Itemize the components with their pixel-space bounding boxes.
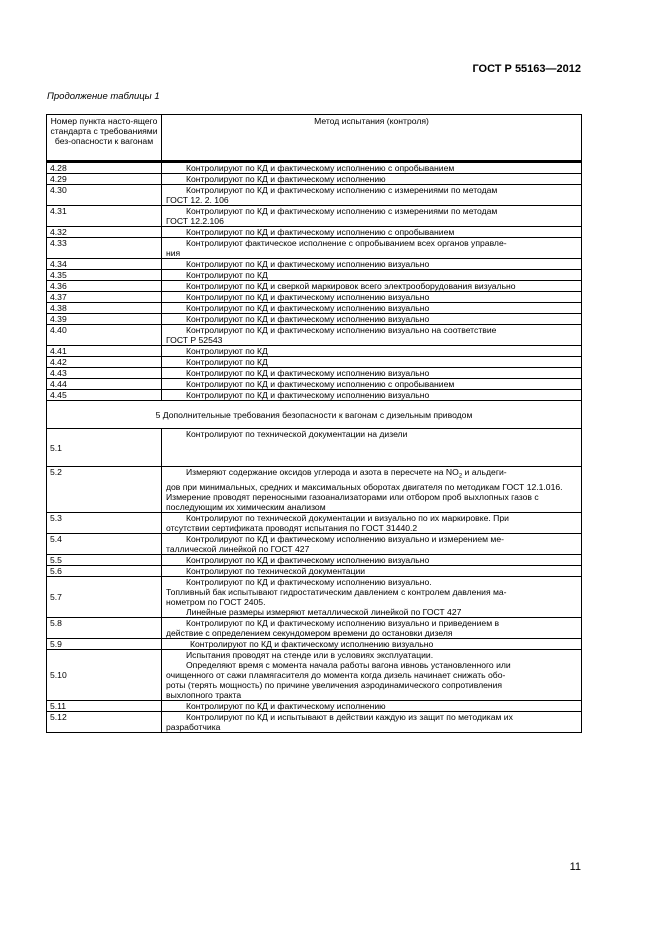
- clause-number: 5.5: [47, 554, 162, 565]
- table-row: [47, 227, 582, 238]
- section-title: 5 Дополнительные требования безопасности к вагонам с дизельным приводом: [47, 401, 582, 429]
- method-text: Измеряют содержание оксидов углерода и азота в пересчете на $NO_2$ и альдеги- дов при минимальных, средних и максимальных оборотах двигателя по методикам ГОСТ 12.1.016. Измерение проводят переносными газоанализаторами или отбором проб выхлопных газов с последующим их химическим анализом: [162, 467, 582, 513]
- method-text: Контролируют по КД и фактическому исполнению визуально: [162, 638, 582, 649]
- clause-number: 4.35: [47, 270, 162, 281]
- clause-number: 4.42: [47, 357, 162, 368]
- page-number: 11: [569, 861, 581, 873]
- table-row: [47, 314, 582, 325]
- section-row: [47, 401, 582, 429]
- table-row: [47, 565, 582, 576]
- clause-number: 4.39: [47, 314, 162, 325]
- clause-number: 5.12: [47, 711, 162, 732]
- table-row: [47, 533, 582, 554]
- method-text: Контролируют по КД и фактическому исполнению визуально и приведением в действие с определением секундомером времени до остановки дизеля: [162, 617, 582, 638]
- method-text: Контролируют по КД и фактическому исполнению визуально: [162, 554, 582, 565]
- method-text: Контролируют по КД и испытывают в действии каждую из защит по методикам их разработчика: [162, 711, 582, 732]
- method-text: Контролируют по КД: [162, 270, 582, 281]
- table-row: [47, 649, 582, 700]
- document-code: ГОСТ Р 55163—2012: [472, 63, 581, 75]
- table-row: [47, 379, 582, 390]
- clause-number: 4.44: [47, 379, 162, 390]
- table-row: [47, 162, 582, 174]
- method-text: Испытания проводят на стенде или в условиях эксплуатации. Определяют время с момента начала работы вагона ивновь установленного или очищенного от сажи пламягасителя до момента когда дизель начинает снижать обо- роты (терять мощность) по причине увеличения аэродинамического сопротивления выхлопного тракта: [162, 649, 582, 700]
- clause-number: 4.34: [47, 259, 162, 270]
- clause-number: 4.36: [47, 281, 162, 292]
- method-text: Контролируют по КД и сверкой маркировок всего электрооборудования визуально: [162, 281, 582, 292]
- method-text: Контролируют по КД и фактическому исполнению визуально: [162, 368, 582, 379]
- table-row: [47, 512, 582, 533]
- method-text: Контролируют по КД и фактическому исполнению: [162, 174, 582, 185]
- table-row: [47, 259, 582, 270]
- clause-number: 4.43: [47, 368, 162, 379]
- method-text: Контролируют по КД и фактическому исполнению визуально: [162, 314, 582, 325]
- method-text: Контролируют по КД и фактическому исполнению с опробыванием: [162, 379, 582, 390]
- table-row: [47, 711, 582, 732]
- table-row: [47, 368, 582, 379]
- table-row: [47, 292, 582, 303]
- clause-number: 4.40: [47, 325, 162, 346]
- method-text: Контролируют по КД и фактическому исполнению визуально. Топливный бак испытывают гидростатическим давлением с контролем давления ма- нометром по ГОСТ 2405. Линейные размеры измеряют металлической линейкой по ГОСТ 427: [162, 576, 582, 617]
- table-row: [47, 281, 582, 292]
- table-row: [47, 617, 582, 638]
- table-row: [47, 325, 582, 346]
- method-text: Контролируют по КД и фактическому исполнению: [162, 700, 582, 711]
- method-text: Контролируют по технической документации: [162, 565, 582, 576]
- clause-number: 4.30: [47, 185, 162, 206]
- table-row: [47, 390, 582, 401]
- clause-number: 5.6: [47, 565, 162, 576]
- method-text: Контролируют по КД: [162, 357, 582, 368]
- method-text: Контролируют по технической документации и визуально по их маркировке. При отсутствии сертификата проводят испытания по ГОСТ 31440.2: [162, 512, 582, 533]
- clause-number: 4.38: [47, 303, 162, 314]
- table-row: [47, 638, 582, 649]
- clause-number: 4.31: [47, 206, 162, 227]
- table-row: [47, 185, 582, 206]
- method-text: Контролируют по технической документации на дизели: [162, 429, 582, 467]
- table-row: [47, 303, 582, 314]
- method-text: Контролируют фактическое исполнение с опробыванием всех органов управле- ния: [162, 238, 582, 259]
- method-text: Контролируют по КД и фактическому исполнению визуально: [162, 390, 582, 401]
- method-text: Контролируют по КД и фактическому исполнению визуально на соответствие ГОСТ Р 52543: [162, 325, 582, 346]
- method-text: Контролируют по КД и фактическому исполнению визуально: [162, 292, 582, 303]
- table-row: [47, 554, 582, 565]
- clause-number: 5.10: [47, 649, 162, 700]
- method-text: Контролируют по КД и фактическому исполнению с опробыванием: [162, 162, 582, 174]
- table-row: [47, 467, 582, 513]
- clause-number: 5.1: [47, 429, 162, 467]
- table-row: [47, 429, 582, 467]
- clause-number: 5.11: [47, 700, 162, 711]
- method-text: Контролируют по КД: [162, 346, 582, 357]
- method-text: Контролируют по КД и фактическому исполнению с измерениями по методам ГОСТ 12.2.106: [162, 206, 582, 227]
- clause-number: 5.4: [47, 533, 162, 554]
- clause-number: 5.2: [47, 467, 162, 513]
- column-header-method: Метод испытания (контроля): [162, 115, 582, 162]
- method-text: Контролируют по КД и фактическому исполнению с опробыванием: [162, 227, 582, 238]
- table-row: [47, 346, 582, 357]
- table-row: [47, 576, 582, 617]
- clause-number: 5.9: [47, 638, 162, 649]
- clause-number: 5.8: [47, 617, 162, 638]
- clause-number: 5.3: [47, 512, 162, 533]
- method-text: Контролируют по КД и фактическому исполнению визуально: [162, 303, 582, 314]
- requirements-table: [46, 114, 582, 733]
- table-row: [47, 270, 582, 281]
- clause-number: 4.32: [47, 227, 162, 238]
- column-header-clause: Номер пункта насто-ящего стандарта с требованиями без-опасности к вагонам: [47, 115, 162, 162]
- clause-number: 4.45: [47, 390, 162, 401]
- table-row: [47, 174, 582, 185]
- table-row: [47, 206, 582, 227]
- clause-number: 4.37: [47, 292, 162, 303]
- method-text: Контролируют по КД и фактическому исполнению с измерениями по методам ГОСТ 12. 2. 106: [162, 185, 582, 206]
- table-row: [47, 238, 582, 259]
- clause-number: 4.28: [47, 162, 162, 174]
- clause-number: 4.33: [47, 238, 162, 259]
- table-continuation-label: Продолжение таблицы 1: [47, 91, 160, 102]
- clause-number: 4.41: [47, 346, 162, 357]
- clause-number: 5.7: [47, 576, 162, 617]
- table-row: [47, 357, 582, 368]
- method-text: Контролируют по КД и фактическому исполнению визуально: [162, 259, 582, 270]
- clause-number: 4.29: [47, 174, 162, 185]
- table-row: [47, 700, 582, 711]
- method-text: Контролируют по КД и фактическому исполнению визуально и измерением ме- таллической линейкой по ГОСТ 427: [162, 533, 582, 554]
